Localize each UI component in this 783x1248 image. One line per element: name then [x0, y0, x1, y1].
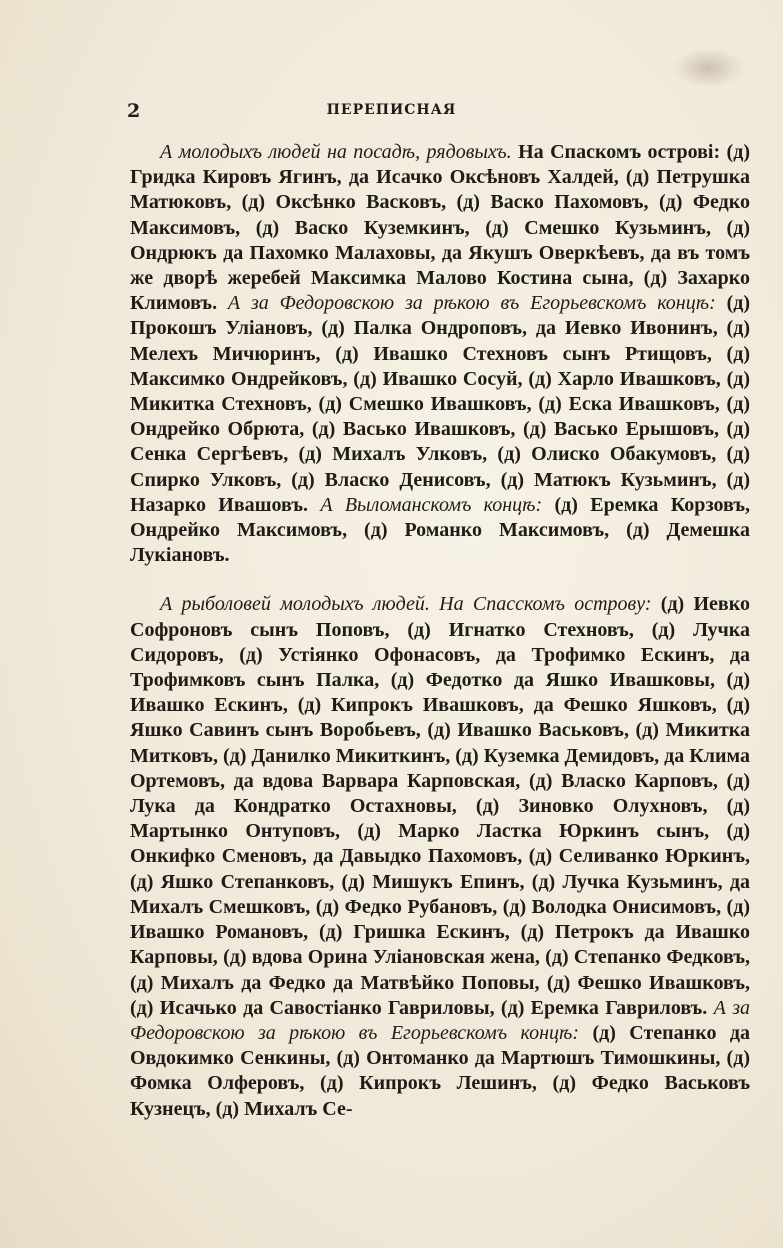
page-number: 2 — [127, 100, 141, 122]
italic-heading: А рыболовей молодыхъ людей. На Спасскомъ острову: — [160, 593, 661, 616]
paragraph-1 — [130, 140, 750, 568]
running-head: ПЕРЕПИСНАЯ — [326, 102, 457, 118]
paragraph-2 — [130, 592, 750, 1121]
paper-stain — [672, 48, 744, 88]
italic-heading: А Выломанскомъ концѣ: — [320, 493, 555, 516]
italic-heading: А за Федоровскою за рѣкою въ Егорьевскомъ концѣ: — [227, 292, 727, 315]
text-run: (д) Иевко Софроновъ сынъ Поповъ, (д) Игнатко Стехновъ, (д) Лучка Сидоровъ, (д) Устіянко Офонасовъ, да Трофимко Ескинъ, да Трофимковъ сынъ Палка, (д) Федотко да Яшко Ивашковы, (д) Ивашко Ескинъ, (д) Кипрокъ Ивашковъ, да Фешко Яшковъ, (д) Яшко Савинъ сынъ Воробьевъ, (д) Ивашко Васьковъ, (д) Микитка Митковъ, (д) Данилко Микиткинъ, (д) Куземка Демидовъ, да Клима Ортемовъ, да вдова Варвара Карповская, (д) Власко Карповъ, (д) Лука да Кондратко Остахновы, (д) Зиновко Олухновъ, (д) Мартынко Онтуповъ, (д) Марко Ластка Юркинъ сынъ, (д) Онкифко Сменовъ, да Давыдко Пахомовъ, (д) Селиванко Юркинъ, (д) Яшко Степанковъ, (д) Мишукъ Епинъ, (д) Лучка Кузьминъ, да Михалъ Смешковъ, (д) Федко Рубановъ, (д) Володка Онисимовъ, (д) Ивашко Романовъ, (д) Гришка Ескинъ, (д) Петрокъ да Ивашко Карповы, (д) вдова Орина Уліановская жена, (д) Степанко Федковъ, (д) Михалъ да Федко да Матвѣйко Поповы, (д) Фешко Ивашковъ, (д) Исачько да Савостіанко Гавриловы, (д) Еремка Гавриловъ. — [130, 593, 750, 1019]
text-run: (д) Прокошъ Уліановъ, (д) Палка Ондроповъ, да Иевко Ивонинъ, (д) Мелехъ Мичюринъ, (д) Ивашко Стехновъ сынъ Ртищовъ, (д) Максимко Ондрейковъ, (д) Ивашко Сосуй, (д) Харло Ивашковъ, (д) Микитка Стехновъ, (д) Смешко Ивашковъ, (д) Еска Ивашковъ, (д) Ондрейко Обрюта, (д) Васько Ивашковъ, (д) Васько Ерышовъ, (д) Сенка Сергѣевъ, (д) Михалъ Улковъ, (д) Олиско Обакумовъ, (д) Спирко Улковъ, (д) Власко Денисовъ, (д) Матюкъ Кузьминъ, (д) Назарко Ивашовъ. — [130, 292, 750, 516]
italic-heading: А за Федоровскою за рѣкою въ Егорьевскомъ концѣ: — [130, 996, 750, 1044]
italic-heading: А молодыхъ людей на посадѣ, рядовыхъ. — [160, 141, 519, 163]
text-run: На Спаскомъ острові: (д) Гридка Кировъ Ягинъ, да Исачко Оксѣновъ Халдей, (д) Петрушка Матюковъ, (д) Оксѣнко Васковъ, (д) Васко Пахомовъ, (д) Федко Максимовъ, (д) Васко Куземкинъ, (д) Смешко Кузьминъ, (д) Ондрюкъ да Пахомко Малаховы, да Якушъ Оверкѣевъ, да въ томъ же дворѣ жеребей Максимка Малово Костина сына, (д) Захарко Климовъ. — [130, 141, 750, 315]
text-run: (д) Еремка Корзовъ, Ондрейко Максимовъ, (д) Романко Максимовъ, (д) Демешка Лукіановъ. — [130, 493, 750, 567]
text-run: (д) Степанко да Овдокимко Сенкины, (д) Онтоманко да Мартюшъ Тимошкины, (д) Фомка Олферовъ, (д) Кипрокъ Лешинъ, (д) Федко Васьковъ Кузнецъ, (д) Михалъ Се- — [130, 1021, 750, 1120]
body-text — [130, 140, 750, 1122]
